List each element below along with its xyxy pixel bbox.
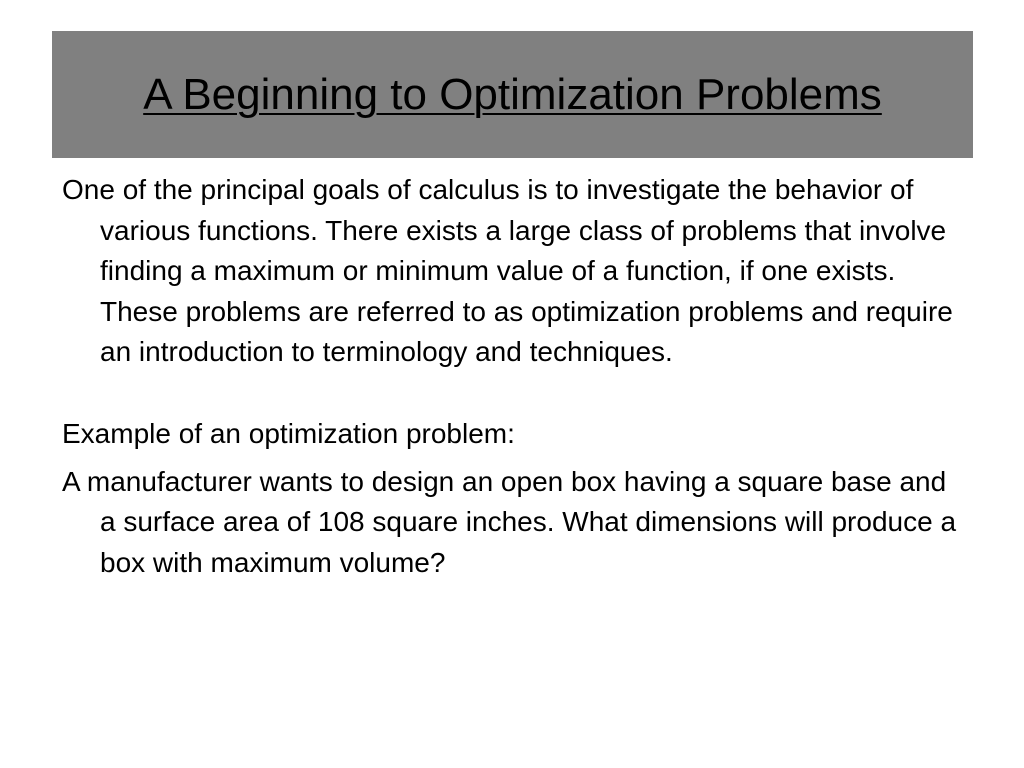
title-bar [52, 31, 973, 158]
example-heading: Example of an optimization problem: [62, 417, 515, 449]
intro-paragraph: One of the principal goals of calculus is to investigate the behavior of various functions. There exists a large class of problems that involve finding a maximum or minimum value of a function, if one exists. These problems are referred to as optimization problems and require an introduction to terminology and techniques. [62, 174, 953, 368]
slide-title: A Beginning to Optimization Problems [143, 69, 882, 119]
slide-body [62, 170, 962, 583]
example-problem: A manufacturer wants to design an open box having a square base and a surface area of 108 square inches. What dimensions will produce a box with maximum volume? [62, 465, 957, 578]
